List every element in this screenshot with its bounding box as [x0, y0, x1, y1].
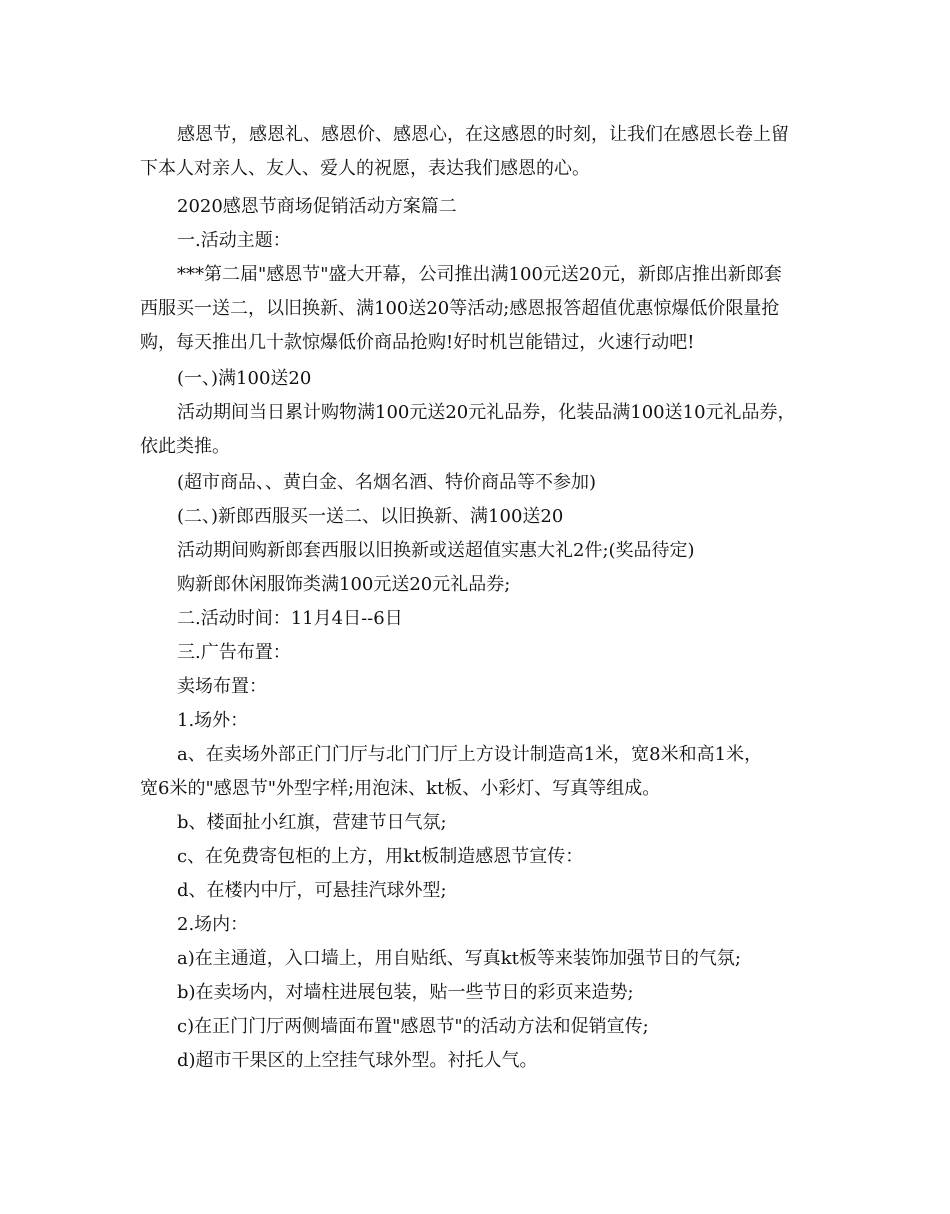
text-line: (二、)新郎西服买一送二、以旧换新、满100送20 [177, 506, 564, 527]
text-line: 2.场内： [177, 914, 249, 935]
text-line: 2020感恩节商场促销活动方案篇二 [177, 196, 457, 217]
list-item-outdoor-c [140, 840, 820, 874]
heading-indoor [140, 908, 820, 942]
list-item-indoor-a [140, 942, 820, 976]
text-line: 二.活动时间：11月4日--6日 [177, 608, 403, 629]
text-line: 1.场外： [177, 710, 249, 731]
heading-store-layout [140, 670, 820, 704]
heading-activity-theme [140, 224, 820, 258]
text-line: 卖场布置： [177, 676, 267, 697]
text-line: b)在卖场内，对墙柱进展包装，贴一些节日的彩页来造势; [177, 982, 634, 1003]
text-line: 依此类推。 [140, 436, 230, 457]
text-line: (超市商品、、黄白金、名烟名酒、特价商品等不参加) [177, 472, 597, 493]
text-line: 下本人对亲人、友人、爱人的祝愿，表达我们感恩的心。 [140, 158, 590, 179]
paragraph-subheading-1-body [140, 396, 820, 464]
list-item-outdoor-b [140, 806, 820, 840]
text-line: c、在免费寄包柜的上方，用kt板制造感恩节宣传： [177, 846, 584, 867]
text-line: 购新郎休闲服饰类满100元送20元礼品券; [177, 574, 511, 595]
text-line: 活动期间购新郎套西服以旧换新或送超值实惠大礼2件;(奖品待定) [177, 540, 695, 561]
heading-ad-layout [140, 636, 820, 670]
paragraph-casual-offer [140, 568, 820, 602]
text-line: (一、)满100送20 [177, 368, 312, 389]
text-line: 感恩节，感恩礼、感恩价、感恩心，在这感恩的时刻，让我们在感恩长卷上留 [177, 124, 789, 145]
list-item-outdoor-a [140, 738, 820, 806]
list-item-outdoor-d [140, 874, 820, 908]
text-line: a)在主通道，入口墙上，用自贴纸、写真kt板等来装饰加强节日的气氛; [177, 948, 741, 969]
heading-outdoor [140, 704, 820, 738]
subheading-1 [140, 362, 820, 396]
text-line: 三.广告布置： [177, 642, 291, 663]
text-line: 宽6米的"感恩节"外型字样;用泡沫、kt板、小彩灯、写真等组成。 [140, 778, 661, 799]
paragraph-intro [140, 118, 820, 186]
paragraph-exclusions [140, 466, 820, 500]
text-line: 活动期间当日累计购物满100元送20元礼品券，化装品满100送10元礼品券， [177, 402, 796, 423]
paragraph-suit-offer [140, 534, 820, 568]
text-line: d)超市干果区的上空挂气球外型。衬托人气。 [177, 1050, 538, 1071]
text-line: 一.活动主题： [177, 230, 291, 251]
text-line: 西服买一送二，以旧换新、满100送20等活动;感恩报答超值优惠惊爆低价限量抢 [140, 298, 780, 319]
heading-activity-time [140, 602, 820, 636]
section-title [140, 190, 820, 224]
text-line: 购，每天推出几十款惊爆低价商品抢购!好时机岂能错过，火速行动吧! [140, 332, 695, 353]
text-line: ***第二届"感恩节"盛大开幕，公司推出满100元送20元，新郎店推出新郎套 [177, 264, 782, 285]
list-item-indoor-b [140, 976, 820, 1010]
subheading-2 [140, 500, 820, 534]
list-item-indoor-d [140, 1044, 820, 1078]
text-line: c)在正门门厅两侧墙面布置"感恩节"的活动方法和促销宣传; [177, 1016, 649, 1037]
text-line: b、楼面扯小红旗，营建节日气氛; [177, 812, 447, 833]
list-item-indoor-c [140, 1010, 820, 1044]
text-line: a、在卖场外部正门门厅与北门门厅上方设计制造高1米，宽8米和高1米， [177, 744, 763, 765]
paragraph-theme-body [140, 258, 820, 360]
text-line: d、在楼内中厅，可悬挂汽球外型; [177, 880, 447, 901]
